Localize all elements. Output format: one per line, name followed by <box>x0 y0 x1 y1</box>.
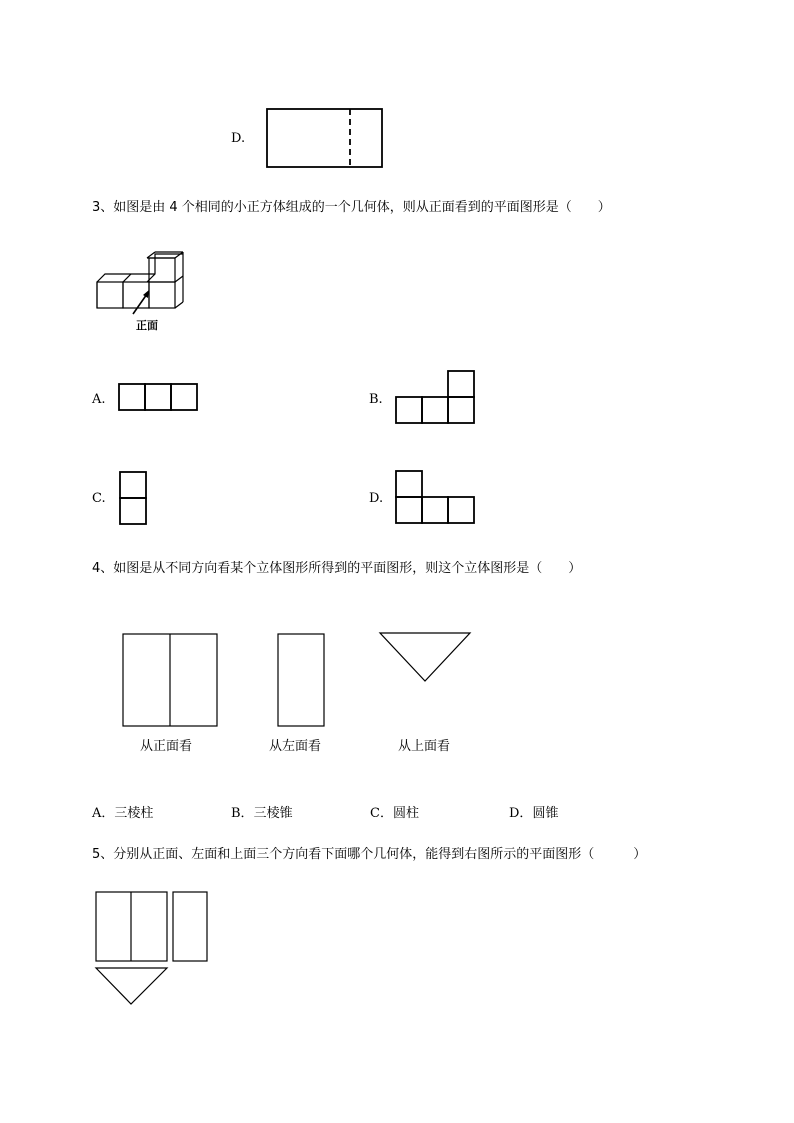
q3-option-b-label: B. <box>369 392 383 407</box>
q3-option-c-figure <box>118 470 148 526</box>
q4-front-view-caption: 从正面看 <box>140 739 193 754</box>
q4-front-view <box>122 633 220 729</box>
q3-option-a-label: A. <box>92 392 106 407</box>
q3-question-text: 3、如图是由 4 个相同的小正方体组成的一个几何体，则从正面看到的平面图形是（ ） <box>92 200 611 215</box>
q5-views-figure <box>95 890 215 1010</box>
q3-option-b-figure <box>394 369 476 427</box>
q4-option-c: C．圆柱 <box>370 806 419 821</box>
q3-option-d-figure <box>394 469 476 527</box>
q4-option-b: B．三棱锥 <box>231 806 293 821</box>
q4-option-d: D．圆锥 <box>509 806 559 821</box>
q3-option-c-label: C. <box>92 491 106 506</box>
q4-question-text: 4、如图是从不同方向看某个立体图形所得到的平面图形，则这个立体图形是（ ） <box>92 561 582 576</box>
q3-option-a-figure <box>117 382 199 412</box>
q4-left-view-caption: 从左面看 <box>269 739 322 754</box>
q3-front-label: 正面 <box>136 319 158 332</box>
q4-option-a: A．三棱柱 <box>92 806 154 821</box>
q4-top-view-caption: 从上面看 <box>398 739 451 754</box>
q5-question-text: 5、分别从正面、左面和上面三个方向看下面哪个几何体，能得到右图所示的平面图形（ ） <box>92 847 647 862</box>
q2-option-d-figure <box>265 107 385 169</box>
q4-left-view <box>277 633 327 729</box>
q3-option-d-label: D. <box>369 491 384 506</box>
q4-top-view <box>378 631 474 685</box>
q2-option-d-label: D. <box>231 131 246 146</box>
